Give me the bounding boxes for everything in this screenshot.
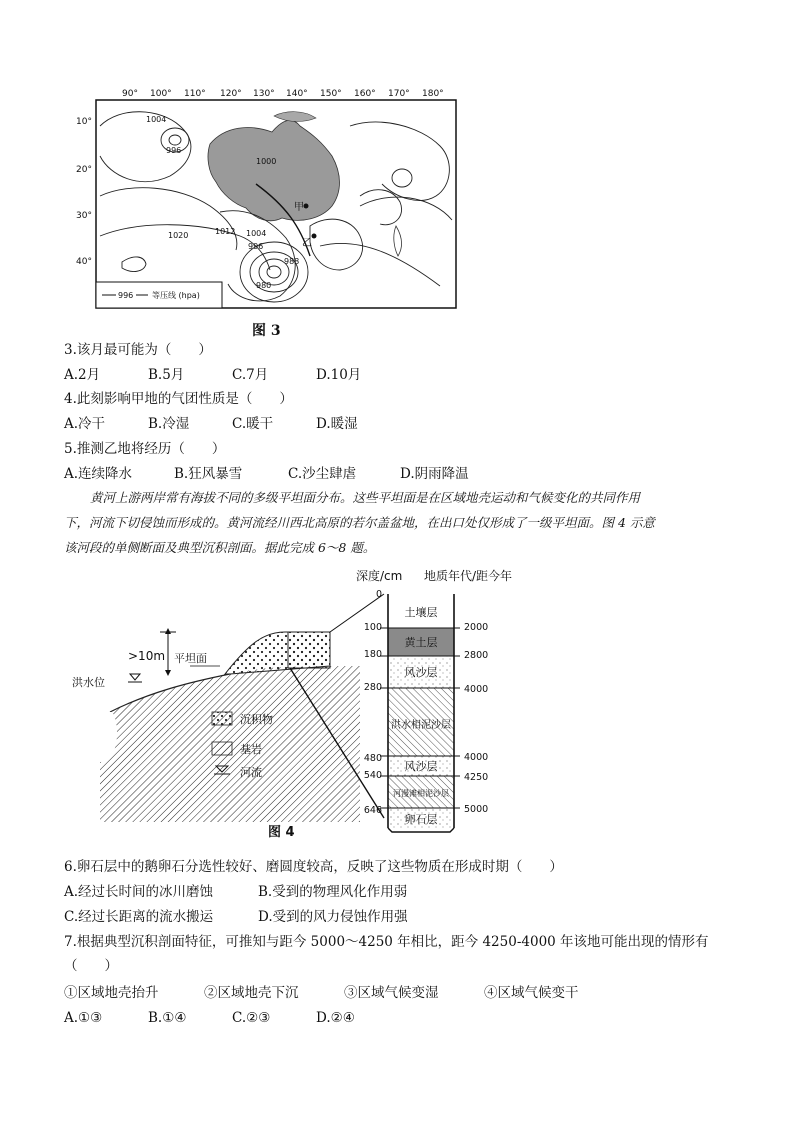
- option-d[interactable]: D.受到的风力侵蚀作用强: [258, 909, 408, 925]
- option-b[interactable]: B.5月: [148, 367, 185, 383]
- depth-label: 180: [363, 649, 382, 660]
- lon-label: 140°: [286, 89, 308, 99]
- layer-name: 风沙层: [404, 666, 438, 679]
- isobar-label: 1004: [146, 115, 167, 124]
- option-c[interactable]: C.7月: [232, 367, 269, 383]
- option-a[interactable]: A.2月: [64, 367, 101, 383]
- statement-4: ④区域气候变干: [484, 985, 579, 1001]
- sediment-column-box: [288, 632, 330, 668]
- figure-3-caption: 图 3: [252, 323, 281, 339]
- age-labels: [464, 622, 488, 815]
- statement-1: ①区域地壳抬升: [64, 985, 159, 1001]
- figure-4-section-diagram: [60, 562, 550, 852]
- lon-label: 100°: [150, 89, 172, 99]
- option-b[interactable]: B.受到的物理风化作用弱: [258, 884, 408, 900]
- height-arrow-head-top: [165, 628, 171, 634]
- option-d[interactable]: D.②④: [316, 1010, 355, 1026]
- question-5-stem: 5.推测乙地将经历（ ）: [64, 441, 226, 457]
- depth-label: 280: [363, 682, 382, 693]
- age-label: 4000: [464, 684, 489, 695]
- point-jia-marker: [304, 204, 309, 209]
- question-6-stem: 6.卵石层中的鹅卵石分选性较好、磨圆度较高，反映了这些物质在形成时期（ ）: [64, 859, 563, 875]
- question-7-stem: 7.根据典型沉积剖面特征，可推知与距今 5000～4250 年相比，距今 4250-4000 年该地可能出现的情形有: [64, 934, 709, 950]
- figure-4-caption: 图 4: [268, 825, 295, 840]
- point-jia-label: 甲: [294, 202, 304, 213]
- layer-name: 河漫滩相泥沙层: [393, 789, 449, 798]
- header-age: 地质年代/距今年: [424, 569, 513, 583]
- lon-label: 90°: [122, 89, 138, 99]
- lon-label: 120°: [220, 89, 242, 99]
- depth-label: 0: [375, 589, 382, 600]
- lon-label: 150°: [320, 89, 342, 99]
- figure-3-isobar-map: [60, 86, 480, 336]
- isobar-label: 1000: [256, 157, 277, 166]
- depth-label: 100: [363, 622, 382, 633]
- flood-level-symbol: [130, 674, 140, 680]
- legend-sediment-label: 沉积物: [240, 713, 273, 726]
- flood-level-label: 洪水位: [72, 676, 105, 689]
- question-7-stem-cont: （ ）: [64, 958, 118, 974]
- legend-river-label: 河流: [240, 766, 262, 779]
- isobar-label: 1004: [246, 229, 267, 238]
- isobar-label: 988: [284, 257, 300, 266]
- lon-label: 130°: [253, 89, 275, 99]
- age-label: 5000: [464, 804, 489, 815]
- point-yi-marker: [312, 234, 317, 239]
- terrace-label: 平坦面: [174, 652, 207, 665]
- isobar-label: 996: [248, 242, 264, 251]
- age-label: 2800: [464, 650, 489, 661]
- point-yi-label: 乙: [302, 238, 312, 249]
- option-c[interactable]: C.经过长距离的流水搬运: [64, 909, 214, 925]
- lat-label: 40°: [76, 257, 92, 267]
- isobar-label: 980: [256, 281, 272, 290]
- layer-name: 卵石层: [404, 813, 438, 826]
- option-d[interactable]: D.阴雨降温: [400, 466, 469, 482]
- passage-line-2: 下，河流下切侵蚀而形成的。黄河流经川西北高原的若尔盖盆地，在出口处仅形成了一级平坦面。图 4 示意: [64, 515, 655, 530]
- age-label: 4000: [464, 752, 489, 763]
- legend-value: 996: [118, 291, 134, 300]
- question-3-stem: 3.该月最可能为（ ）: [64, 342, 212, 358]
- lat-label: 20°: [76, 165, 92, 175]
- lon-label: 180°: [422, 89, 444, 99]
- age-label: 4250: [464, 772, 489, 783]
- lon-label: 160°: [354, 89, 376, 99]
- legend-text: 等压线 (hpa): [152, 291, 200, 300]
- lat-label: 10°: [76, 117, 92, 127]
- legend-bedrock-label: 基岩: [240, 743, 262, 756]
- option-d[interactable]: D.10月: [316, 367, 362, 383]
- option-c[interactable]: C.②③: [232, 1010, 271, 1026]
- longitude-labels: [122, 89, 444, 99]
- age-label: 2000: [464, 622, 489, 633]
- statement-2: ②区域地壳下沉: [204, 985, 299, 1001]
- layer-name: 黄土层: [404, 636, 438, 649]
- option-c[interactable]: C.暖干: [232, 416, 274, 432]
- isobar-label: 1020: [168, 231, 189, 240]
- height-label: >10m: [128, 649, 166, 663]
- isobar-label: 996: [166, 146, 182, 155]
- legend-bedrock-swatch: [212, 742, 232, 755]
- depth-label: 646: [363, 805, 382, 816]
- height-arrow-head-bottom: [165, 670, 171, 676]
- lon-label: 170°: [388, 89, 410, 99]
- latitude-labels: [76, 117, 92, 267]
- option-a[interactable]: A.①③: [64, 1010, 103, 1026]
- option-a[interactable]: A.冷干: [64, 416, 106, 432]
- option-c[interactable]: C.沙尘肆虐: [288, 466, 357, 482]
- depth-label: 480: [363, 753, 382, 764]
- option-a[interactable]: A.经过长时间的冰川磨蚀: [64, 884, 214, 900]
- depth-label: 540: [363, 770, 382, 781]
- option-b[interactable]: B.冷湿: [148, 416, 190, 432]
- layer-name: 风沙层: [404, 760, 438, 773]
- lon-label: 110°: [184, 89, 206, 99]
- depth-labels: [364, 589, 382, 816]
- isobar-label: 1012: [215, 227, 236, 236]
- option-a[interactable]: A.连续降水: [64, 466, 133, 482]
- legend-sediment-swatch: [212, 712, 232, 725]
- header-depth: 深度/cm: [356, 569, 403, 583]
- statement-3: ③区域气候变湿: [344, 985, 439, 1001]
- question-4-stem: 4.此刻影响甲地的气团性质是（ ）: [64, 391, 293, 407]
- layer-name: 洪水相泥沙层: [391, 720, 451, 731]
- passage-line-1: 黄河上游两岸常有海拔不同的多级平坦面分布。这些平坦面是在区域地壳运动和气候变化的共同作用: [90, 490, 641, 505]
- layer-name: 土壤层: [404, 606, 438, 619]
- option-b[interactable]: B.①④: [148, 1010, 187, 1026]
- lat-label: 30°: [76, 211, 92, 221]
- option-d[interactable]: D.暖湿: [316, 416, 358, 432]
- passage-line-3: 该河段的单侧断面及典型沉积剖面。据此完成 6～8 题。: [64, 540, 376, 555]
- option-b[interactable]: B.狂风暴雪: [174, 466, 243, 482]
